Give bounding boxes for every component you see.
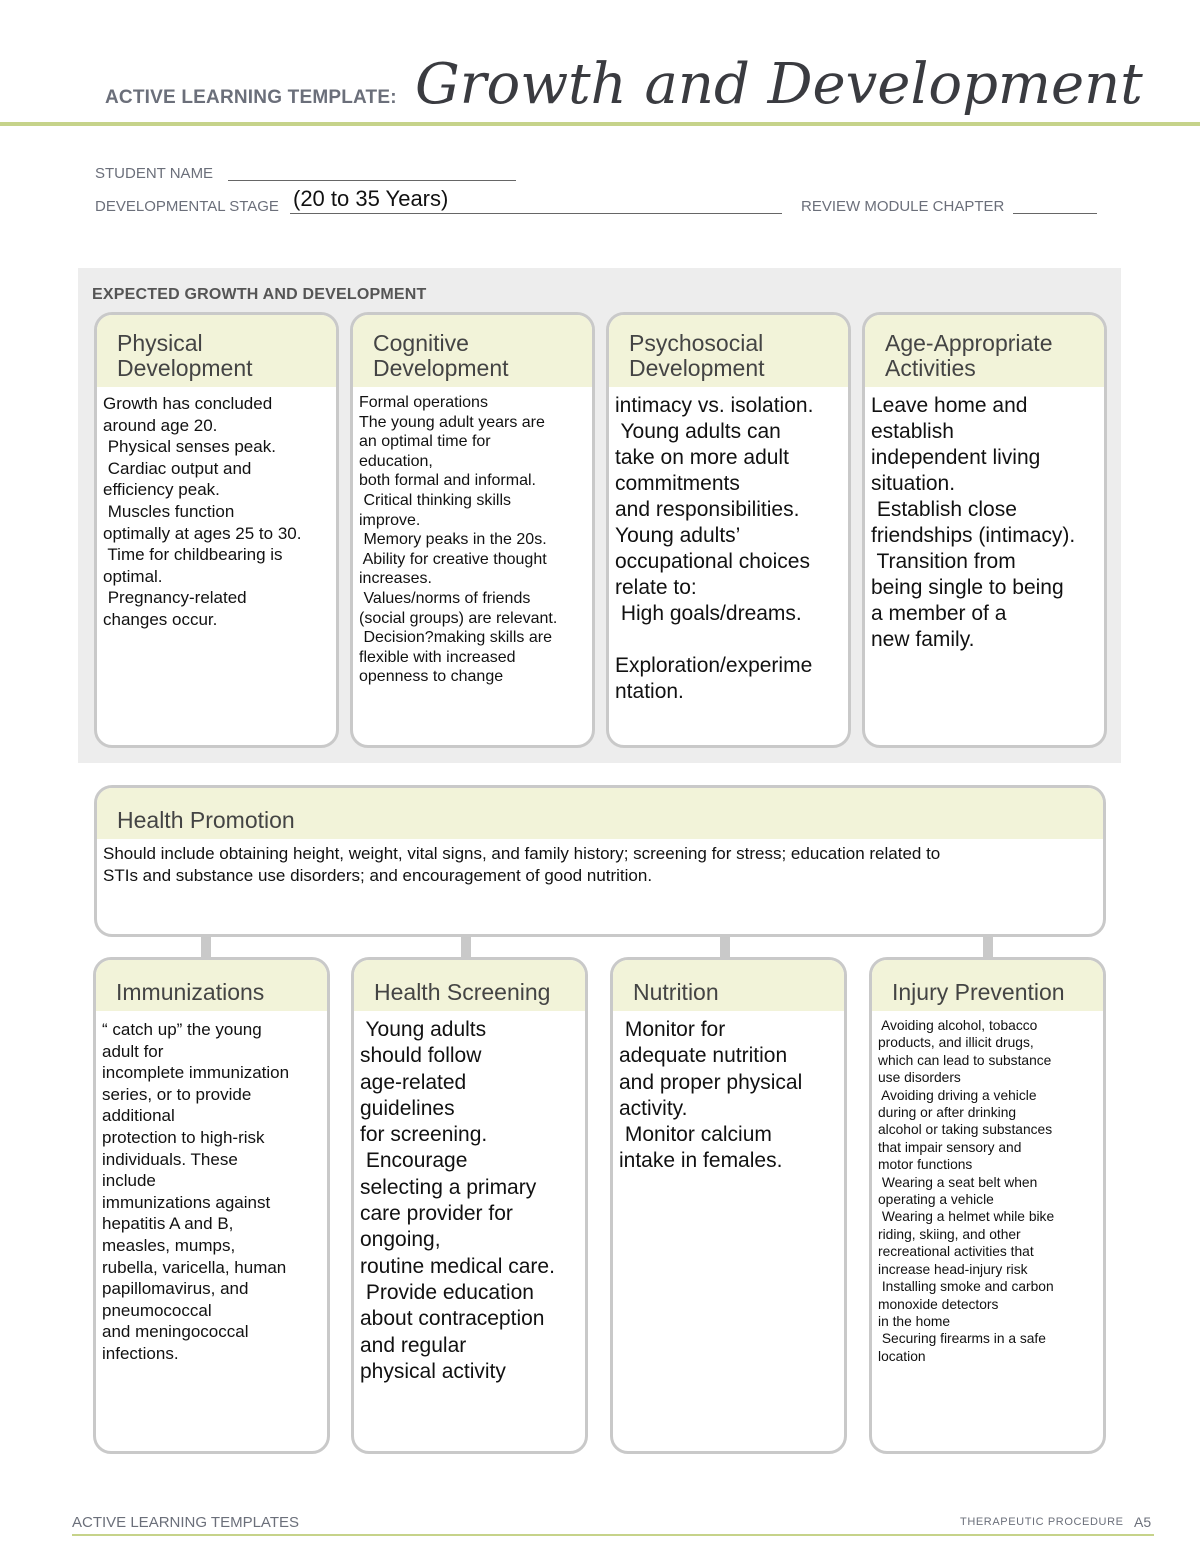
age-appropriate-activities-body (865, 387, 1104, 653)
text-line: riding, skiing, and other (878, 1226, 1021, 1242)
text-line: Cardiac output and (103, 458, 252, 478)
text-line: infections. (102, 1343, 179, 1363)
text-line: Young adults (360, 1018, 487, 1041)
physical-development-body (97, 387, 336, 631)
text-line: both formal and informal. (359, 472, 536, 490)
text-line: individuals. These (102, 1149, 238, 1169)
text-line: relate to: (615, 576, 697, 599)
text-line: around age 20. (103, 415, 218, 435)
card-title-line: Development (373, 355, 509, 381)
injury-prevention-header: Injury Prevention (872, 960, 1103, 1011)
nutrition-body (613, 1011, 844, 1175)
text-line: which can lead to substance (878, 1052, 1052, 1068)
injury-prevention-card (869, 957, 1106, 1454)
text-line: Exploration/experime (615, 654, 813, 677)
text-line: guidelines (360, 1096, 455, 1120)
text-line: and meningococcal (102, 1322, 249, 1342)
card-title-line: Activities (885, 355, 976, 381)
connector (461, 935, 471, 959)
age-appropriate-activities-card (862, 312, 1107, 748)
text-line: Ability for creative thought (359, 550, 547, 568)
text-line: physical activity (360, 1359, 506, 1383)
review-module-chapter-label: REVIEW MODULE CHAPTER (801, 198, 1005, 215)
text-line: a member of a (871, 602, 1007, 625)
text-line: new family. (871, 628, 975, 651)
text-line: Growth has concluded (103, 394, 273, 413)
developmental-stage-label: DEVELOPMENTAL STAGE (95, 198, 279, 215)
text-line: papillomavirus, and (102, 1279, 249, 1299)
text-line: commitments (615, 472, 740, 495)
text-line: Encourage (360, 1149, 468, 1173)
text-line: alcohol or taking substances (878, 1122, 1053, 1138)
text-line: Decision?making skills are (359, 629, 552, 647)
text-line: improve. (359, 511, 421, 529)
card-title-line: Age-Appropriate (885, 330, 1053, 356)
connector (201, 935, 211, 959)
immunizations-body (96, 1011, 327, 1365)
text-line: an optimal time for (359, 433, 491, 451)
text-line: (social groups) are relevant. (359, 609, 558, 627)
nutrition-card (610, 957, 847, 1454)
review-module-chapter-field[interactable] (1013, 213, 1097, 214)
expected-growth-title: EXPECTED GROWTH AND DEVELOPMENT (92, 286, 427, 303)
text-line: include (102, 1171, 156, 1191)
health-screening-header: Health Screening (354, 960, 585, 1011)
text-line: routine medical care. (360, 1254, 555, 1278)
text-line: protection to high-risk (102, 1127, 265, 1147)
text-line: Monitor for (619, 1018, 726, 1041)
text-line: situation. (871, 472, 956, 495)
text-line: rubella, varicella, human (102, 1257, 287, 1277)
text-line: take on more adult (615, 446, 789, 469)
header-divider (0, 122, 1200, 126)
footer-divider (72, 1534, 1154, 1536)
text-line: High goals/dreams. (615, 602, 802, 625)
text-line: hepatitis A and B, (102, 1214, 234, 1234)
text-line (615, 627, 842, 653)
text-line: Formal operations (359, 394, 488, 411)
text-line: Young adults can (615, 420, 781, 443)
text-line: Young adults’ (615, 524, 741, 547)
text-line: “ catch up” the young (102, 1020, 262, 1039)
age-appropriate-activities-header (865, 315, 1104, 387)
text-line: establish (871, 420, 954, 443)
text-line: about contraception (360, 1307, 545, 1331)
text-line: Transition from (871, 550, 1016, 573)
student-name-label: STUDENT NAME (95, 165, 214, 182)
text-line: Establish close (871, 498, 1017, 521)
health-promotion-body (97, 839, 1103, 887)
text-line: education, (359, 452, 433, 470)
card-title-line: Development (117, 355, 253, 381)
psychosocial-development-body (609, 387, 848, 705)
text-line: intimacy vs. isolation. (615, 394, 814, 417)
text-line: increases. (359, 570, 432, 588)
health-promotion-header: Health Promotion (97, 788, 1103, 839)
text-line: Wearing a seat belt when (878, 1174, 1038, 1190)
text-line: location (878, 1348, 926, 1364)
text-line: adequate nutrition (619, 1044, 788, 1068)
text-line: activity. (619, 1096, 688, 1120)
text-line: for screening. (360, 1123, 488, 1147)
text-line: use disorders (878, 1070, 961, 1086)
text-line: Values/norms of friends (359, 589, 531, 607)
connector (983, 935, 993, 959)
immunizations-card (93, 957, 330, 1454)
text-line: selecting a primary (360, 1175, 537, 1199)
text-line: Memory peaks in the 20s. (359, 531, 547, 549)
text-line: flexible with increased (359, 648, 516, 666)
text-line: friendships (intimacy). (871, 524, 1076, 547)
card-title-line: Psychosocial (629, 330, 764, 356)
text-line: Should include obtaining height, weight, vital signs, and family history; screening for stress; education related to (103, 844, 941, 863)
text-line: Securing firearms in a safe (878, 1331, 1046, 1347)
text-line: Avoiding alcohol, tobacco (878, 1018, 1038, 1033)
footer-series-label: ACTIVE LEARNING TEMPLATES (72, 1514, 299, 1531)
text-line: changes occur. (103, 609, 218, 629)
text-line: incomplete immunization (102, 1063, 290, 1083)
health-screening-body (354, 1011, 585, 1385)
text-line: pneumococcal (102, 1300, 212, 1320)
text-line: during or after drinking (878, 1105, 1017, 1121)
text-line: in the home (878, 1313, 951, 1329)
psychosocial-development-header (609, 315, 848, 387)
health-promotion-card (94, 785, 1106, 937)
footer-category-label: THERAPEUTIC PROCEDURE (960, 1516, 1124, 1528)
text-line: optimally at ages 25 to 30. (103, 523, 302, 543)
text-line: Monitor calcium (619, 1123, 772, 1147)
text-line: Installing smoke and carbon (878, 1279, 1054, 1295)
text-line: monoxide detectors (878, 1296, 999, 1312)
text-line: and responsibilities. (615, 498, 800, 521)
health-screening-card (351, 957, 588, 1454)
text-line: that impair sensory and (878, 1139, 1022, 1155)
text-line: Avoiding driving a vehicle (878, 1087, 1037, 1103)
text-line: Wearing a helmet while bike (878, 1209, 1055, 1225)
connector (720, 935, 730, 959)
text-line: Leave home and (871, 394, 1028, 417)
text-line: openness to change (359, 668, 504, 686)
text-line: Critical thinking skills (359, 491, 512, 509)
text-line: and proper physical (619, 1070, 803, 1094)
text-line: efficiency peak. (103, 480, 220, 500)
text-line: ntation. (615, 680, 684, 703)
template-label: ACTIVE LEARNING TEMPLATE: (105, 87, 397, 108)
text-line: being single to being (871, 576, 1064, 599)
text-line: occupational choices (615, 550, 810, 573)
text-line: motor functions (878, 1157, 973, 1173)
text-line: series, or to provide (102, 1084, 252, 1104)
text-line: care provider for (360, 1202, 513, 1226)
text-line: should follow (360, 1044, 482, 1068)
nutrition-header: Nutrition (613, 960, 844, 1011)
page-number: A5 (1134, 1514, 1152, 1530)
developmental-stage-value: (20 to 35 Years) (293, 186, 449, 211)
physical-development-header (97, 315, 336, 387)
psychosocial-development-card (606, 312, 851, 748)
text-line: STIs and substance use disorders; and encouragement of good nutrition. (103, 866, 653, 885)
text-line: The young adult years are (359, 413, 545, 431)
text-line: increase head-injury risk (878, 1261, 1028, 1277)
text-line: ongoing, (360, 1228, 441, 1252)
text-line: Muscles function (103, 501, 235, 521)
text-line: Physical senses peak. (103, 437, 276, 457)
page-title: Growth and Development (415, 52, 1143, 117)
text-line: age-related (360, 1070, 467, 1094)
text-line: immunizations against (102, 1192, 271, 1212)
student-name-field[interactable] (228, 180, 516, 181)
text-line: operating a vehicle (878, 1192, 994, 1208)
physical-development-card (94, 312, 339, 748)
developmental-stage-field[interactable] (290, 213, 782, 214)
text-line: Pregnancy-related (103, 588, 247, 608)
text-line: intake in females. (619, 1149, 783, 1173)
text-line: additional (102, 1106, 175, 1126)
card-title-line: Physical (117, 330, 203, 356)
card-title-line: Development (629, 355, 765, 381)
text-line: measles, mumps, (102, 1235, 236, 1255)
cognitive-development-card (350, 312, 595, 748)
cognitive-development-body (353, 387, 592, 687)
text-line: optimal. (103, 566, 163, 586)
text-line: products, and illicit drugs, (878, 1035, 1034, 1051)
cognitive-development-header (353, 315, 592, 387)
text-line: adult for (102, 1041, 164, 1061)
card-title-line: Cognitive (373, 330, 469, 356)
text-line: independent living (871, 446, 1041, 469)
text-line: Provide education (360, 1280, 534, 1304)
immunizations-header: Immunizations (96, 960, 327, 1011)
text-line: recreational activities that (878, 1244, 1034, 1260)
injury-prevention-body (872, 1011, 1103, 1365)
text-line: and regular (360, 1333, 467, 1357)
text-line: Time for childbearing is (103, 545, 283, 565)
